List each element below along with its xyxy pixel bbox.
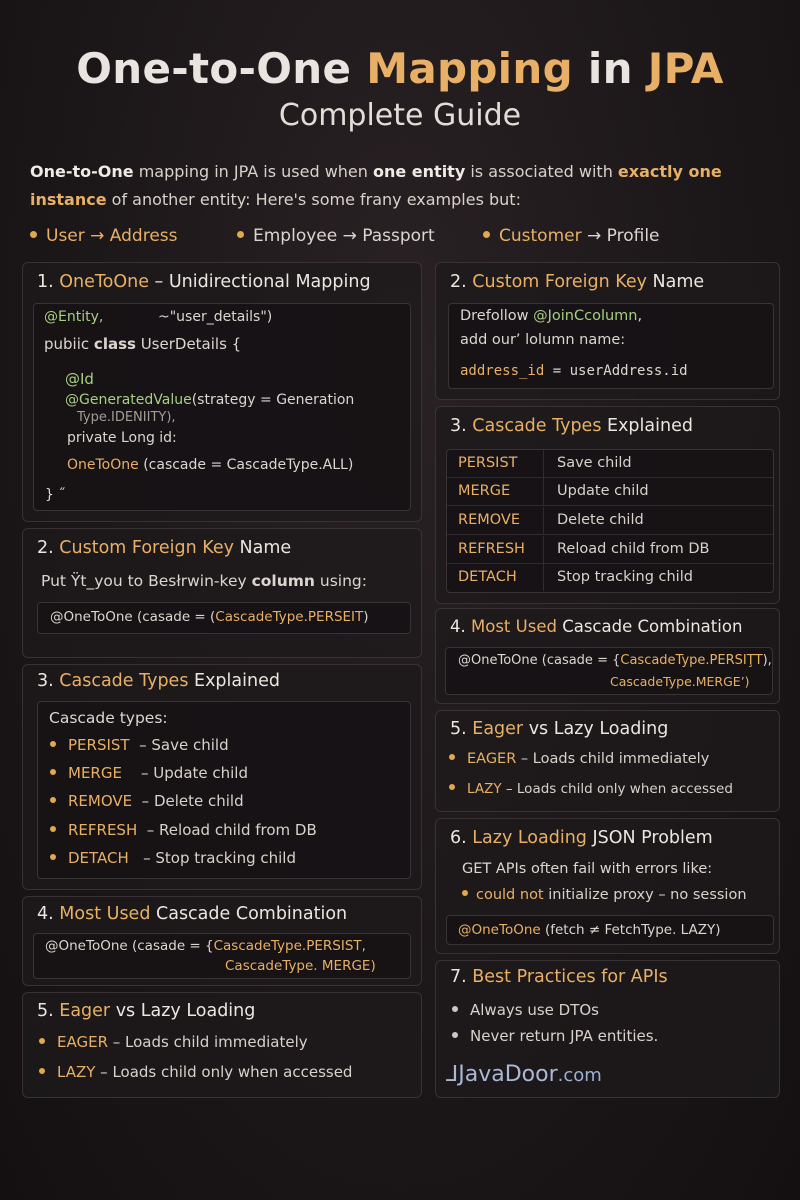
code-line: ~"user_details") xyxy=(158,309,273,325)
code-line: Drefollow @JoinCcolumn, xyxy=(460,308,643,324)
panel-title: 5. Eager vs Lazy Loading xyxy=(37,1001,256,1021)
panel-most-used-cascade xyxy=(435,608,780,704)
code-line: @GeneratedValue(strategy = Generation xyxy=(65,392,355,408)
panel-title: 6. Lazy Loading JSON Problem xyxy=(450,828,713,848)
panel-title: 3. Cascade Types Explained xyxy=(37,671,280,691)
panel-onetoone-unidirectional xyxy=(22,262,422,522)
bullet-dot-icon xyxy=(237,231,244,238)
panel-title: 2. Custom Foreign Key Name xyxy=(37,538,292,558)
example-pair: Customer → Profile xyxy=(483,226,660,246)
panel-text: GET APIs often fail with errors like: xyxy=(462,861,713,877)
code-block xyxy=(446,915,774,945)
code-line: add our’ lolumn name: xyxy=(460,332,626,348)
bullet-dot-icon xyxy=(39,1068,45,1074)
panel-cascade-types xyxy=(435,406,780,604)
panel-custom-foreign-key xyxy=(435,262,780,400)
code-block xyxy=(33,933,411,979)
panel-cascade-types xyxy=(22,664,422,890)
page-subtitle: Complete Guide xyxy=(278,98,522,133)
cascade-table xyxy=(446,449,774,593)
code-block xyxy=(448,303,774,389)
logo-mark-icon: ⅃ xyxy=(446,1062,459,1087)
bullet-dot-icon xyxy=(39,1038,45,1044)
list-item: REMOVE – Delete child xyxy=(50,792,244,810)
list-item: PERSIST – Save child xyxy=(50,736,229,754)
panel-lazy-json-problem xyxy=(435,818,780,954)
example-pair: Employee → Passport xyxy=(237,226,435,246)
code-line: Type.IDENIITY), xyxy=(77,410,176,425)
table-row: REFRESH Reload child from DB xyxy=(447,536,773,564)
list-item: EAGER – Loads child immediately xyxy=(449,751,709,767)
bullet-dot-icon xyxy=(50,854,56,860)
example-pair: User → Address xyxy=(30,226,178,246)
intro-paragraph: One-to-One mapping in JPA is used when one entity is associated with exactly one instance of another entity: Here's some frany examples but: xyxy=(30,162,722,209)
code-line: @OneToOne (fetch ≠ FetchType. LAZY) xyxy=(458,922,721,938)
panel-most-used-cascade xyxy=(22,896,422,986)
list-item: Never return JPA entities. xyxy=(452,1027,658,1045)
code-line: @Entity, xyxy=(44,309,104,325)
list-item: could not initialize proxy – no session xyxy=(462,887,747,903)
table-row: MERGE Update child xyxy=(447,478,773,506)
code-line: CascadeType.MERGE’) xyxy=(610,674,750,689)
bullet-dot-icon xyxy=(449,754,455,760)
code-line: @OneToOne (casade = {CascadeType.PERSIŢT), xyxy=(458,653,772,668)
list-item: REFRESH – Reload child from DB xyxy=(50,821,317,839)
code-line: address_id = userAddress.id xyxy=(460,363,688,379)
list-item: MERGE – Update child xyxy=(50,764,248,782)
code-line: OneToOne (cascade = CascadeType.ALL) xyxy=(67,457,354,473)
code-block xyxy=(33,303,411,511)
code-block xyxy=(37,602,411,634)
cascade-heading: Cascade types: xyxy=(49,709,168,727)
code-line: private Long id: xyxy=(67,430,177,446)
table-row: DETACH Stop tracking child xyxy=(447,564,773,592)
panel-title: 3. Cascade Types Explained xyxy=(450,416,693,436)
panel-custom-foreign-key xyxy=(22,528,422,658)
bullet-dot-icon xyxy=(50,769,56,775)
code-line: @Id xyxy=(65,370,94,388)
bullet-dot-icon xyxy=(50,826,56,832)
logo-name: JavaDoor xyxy=(458,1062,558,1087)
table-row: REMOVE Delete child xyxy=(447,507,773,535)
list-item: EAGER – Loads child immediately xyxy=(39,1033,308,1051)
panel-title: 1. OneToOne – Unidirectional Mapping xyxy=(37,272,371,292)
list-item: Always use DTOs xyxy=(452,1001,599,1019)
panel-title: 7. Best Practices for APIs xyxy=(450,967,668,987)
example-pairs xyxy=(30,226,770,252)
bullet-dot-icon xyxy=(30,231,37,238)
code-line: @OneToOne (casade = (CascadeType.PERSEIT) xyxy=(50,609,369,625)
bullet-dot-icon xyxy=(452,1006,458,1012)
code-line: pubiic class UserDetails { xyxy=(44,335,242,353)
bullet-dot-icon xyxy=(449,784,455,790)
javadoor-logo xyxy=(446,1062,602,1087)
panel-text: Put Ÿt_you to Besłrwin-key column using: xyxy=(41,572,367,590)
panel-title: 2. Custom Foreign Key Name xyxy=(450,272,705,292)
cascade-list xyxy=(37,701,411,879)
panel-title: 5. Eager vs Lazy Loading xyxy=(450,719,669,739)
table-row: PERSIST Save child xyxy=(447,450,773,478)
list-item: LAZY – Loads child only when accessed xyxy=(449,781,733,797)
list-item: DETACH – Stop tracking child xyxy=(50,849,296,867)
list-item: LAZY – Loads child only when accessed xyxy=(39,1063,352,1081)
code-line: } ˝ xyxy=(45,487,66,503)
code-block xyxy=(445,647,773,695)
code-line: @OneToOne (casade = {CascadeType.PERSIST, xyxy=(45,938,366,954)
bullet-dot-icon xyxy=(483,231,490,238)
bullet-dot-icon xyxy=(50,797,56,803)
panel-eager-lazy xyxy=(22,992,422,1098)
logo-domain: .com xyxy=(557,1065,602,1086)
bullet-dot-icon xyxy=(50,741,56,747)
panel-title: 4. Most Used Cascade Combination xyxy=(450,617,743,636)
panel-title: 4. Most Used Cascade Combination xyxy=(37,904,348,924)
bullet-dot-icon xyxy=(452,1032,458,1038)
code-line: CascadeType. MERGE) xyxy=(225,958,376,974)
page-title: One-to-One Mapping in JPA xyxy=(76,44,724,93)
bullet-dot-icon xyxy=(462,890,468,896)
panel-eager-lazy xyxy=(435,710,780,812)
